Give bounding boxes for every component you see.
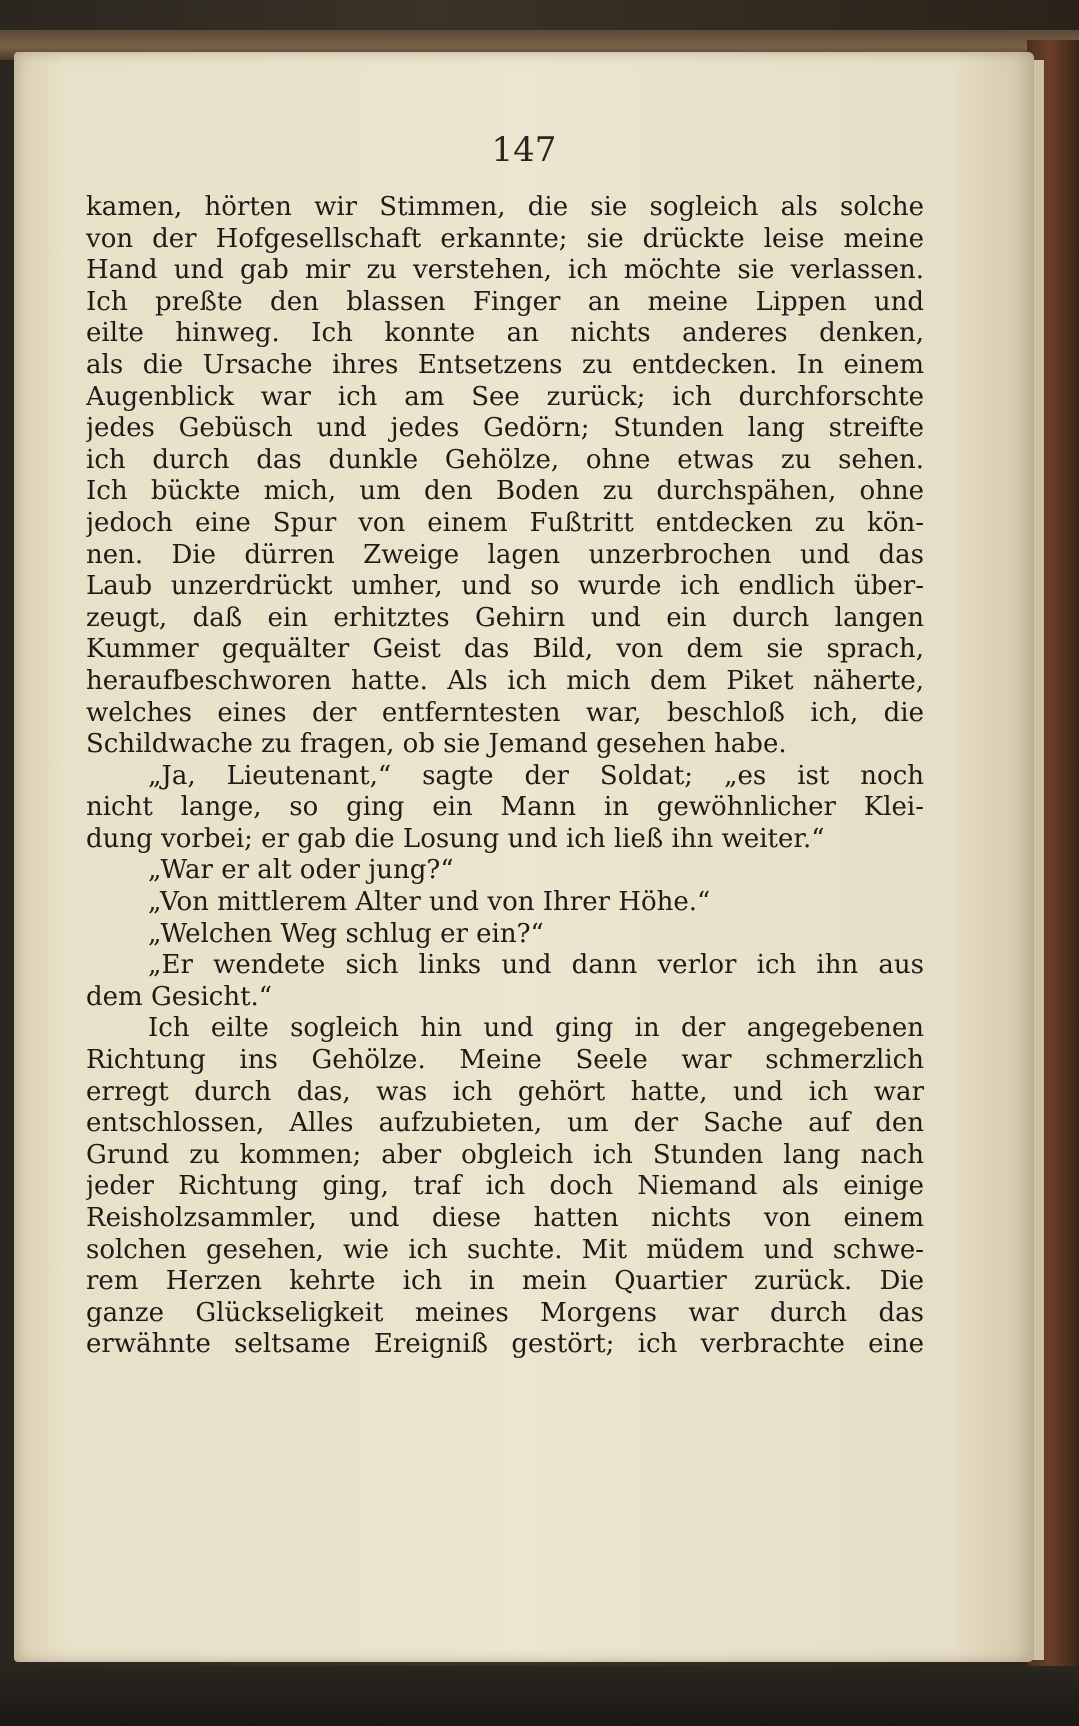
text-line: zeugt, daß ein erhitztes Gehirn und ein durch langen xyxy=(86,602,924,633)
text-line: Schildwache zu fragen, ob sie Jemand gesehen habe. xyxy=(86,729,787,760)
cover-edge-bottom xyxy=(0,1666,1079,1726)
text-line: ich durch das dunkle Gehölze, ohne etwas zu sehen. xyxy=(86,444,924,475)
text-line: erwähnte seltsame Ereigniß gestört; ich verbrachte eine xyxy=(86,1329,924,1360)
text-line: nen. Die dürren Zweige lagen unzerbrochen und das xyxy=(86,539,924,570)
text-line: Laub unzerdrückt umher, und so wurde ich endlich über- xyxy=(86,571,924,602)
text-line: dung vorbei; er gab die Losung und ich ließ ihn weiter.“ xyxy=(86,823,825,854)
text-line: Reisholzsammler, und diese hatten nichts von einem xyxy=(86,1203,924,1233)
text-line: kamen, hörten wir Stimmen, die sie sogleich als solche xyxy=(86,192,924,222)
text-line: erregt durch das, was ich gehört hatte, und ich war xyxy=(86,1076,924,1107)
text-line: Ich preßte den blassen Finger an meine Lippen und xyxy=(86,286,924,317)
text-line: rem Herzen kehrte ich in mein Quartier zurück. Die xyxy=(86,1266,924,1297)
text-line: von der Hofgesellschaft erkannte; sie drückte leise meine xyxy=(86,223,924,254)
text-line: solchen gesehen, wie ich suchte. Mit müdem und schwe- xyxy=(86,1234,924,1265)
text-line: „Er wendete sich links und dann verlor ich ihn aus xyxy=(148,950,924,981)
text-line: entschlossen, Alles aufzubieten, um der Sache auf den xyxy=(86,1108,924,1139)
text-line: Hand und gab mir zu verstehen, ich möchte sie verlassen. xyxy=(86,255,924,286)
text-line: „Ja, Lieutenant,“ sagte der Soldat; „es ist noch xyxy=(148,760,924,791)
text-line: „War er alt oder jung?“ xyxy=(148,855,454,886)
text-line: „Welchen Weg schlug er ein?“ xyxy=(148,918,544,949)
text-line: heraufbeschworen hatte. Als ich mich dem Piket näherte, xyxy=(86,665,924,696)
text-line: ganze Glückseligkeit meines Morgens war durch das xyxy=(86,1297,924,1328)
text-line: jeder Richtung ging, traf ich doch Niemand als einige xyxy=(86,1171,924,1202)
text-line: eilte hinweg. Ich konnte an nichts anderes denken, xyxy=(86,318,924,349)
text-line: Kummer gequälter Geist das Bild, von dem sie sprach, xyxy=(86,634,924,665)
text-line: als die Ursache ihres Entsetzens zu entdecken. In einem xyxy=(86,349,924,380)
text-line: Augenblick war ich am See zurück; ich durchforschte xyxy=(86,381,924,412)
book-page xyxy=(14,52,1034,1662)
text-line: Ich eilte sogleich hin und ging in der angegebenen xyxy=(148,1013,924,1044)
text-line: dem Gesicht.“ xyxy=(86,981,273,1012)
text-line: welches eines der entferntesten war, beschloß ich, die xyxy=(86,697,924,728)
text-line: Richtung ins Gehölze. Meine Seele war schmerzlich xyxy=(86,1045,924,1076)
text-line: jedes Gebüsch und jedes Gedörn; Stunden lang streifte xyxy=(86,413,924,444)
text-line: Ich bückte mich, um den Boden zu durchspähen, ohne xyxy=(86,476,924,507)
text-block xyxy=(86,192,924,1361)
text-line: Grund zu kommen; aber obgleich ich Stunden lang nach xyxy=(86,1139,924,1170)
text-line: „Von mittlerem Alter und von Ihrer Höhe.“ xyxy=(148,887,711,918)
page-number: 147 xyxy=(491,130,557,170)
text-line: jedoch eine Spur von einem Fußtritt entdecken zu kön- xyxy=(86,507,924,538)
text-line: nicht lange, so ging ein Mann in gewöhnlicher Klei- xyxy=(86,792,924,823)
